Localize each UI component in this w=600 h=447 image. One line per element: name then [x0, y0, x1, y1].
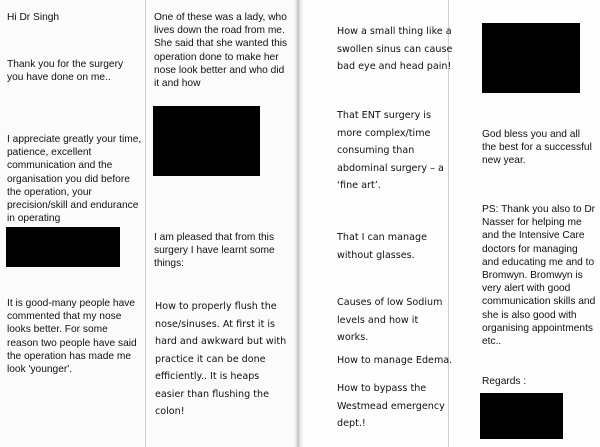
- redaction-block: [482, 23, 580, 93]
- redaction-block: [153, 106, 260, 176]
- sinus-paragraph: How a small thing like a swollen sinus can cause bad eye and head pain!: [337, 26, 453, 72]
- learnt-paragraph: I am pleased that from this surgery I have learnt some things:: [154, 232, 275, 270]
- blessing-paragraph: God bless you and all the best for a successful new year.: [482, 129, 592, 167]
- glasses-paragraph: That I can manage without glasses.: [337, 232, 427, 261]
- sodium-paragraph: Causes of low Sodium levels and how it works.: [337, 297, 443, 343]
- edema-paragraph: How to manage Edema.: [337, 355, 453, 366]
- flush-paragraph: How to properly flush the nose/sinuses. At first it is hard and awkward but with practice it can be done efficiently.. It is heaps easier than flushing the colon!: [155, 301, 287, 417]
- thanks-paragraph: Thank you for the surgery you have done on me..: [7, 59, 124, 84]
- greeting: Hi Dr Singh: [7, 12, 60, 23]
- story-paragraph: One of these was a lady, who lives down the road from me. She said that she wanted this operation done to make her nose look better and who did it and how: [154, 12, 288, 90]
- comment-paragraph: It is good-many people have commented that my nose looks better. For some reason two people have said the operation has made me look 'younger'.: [7, 298, 137, 376]
- redaction-block: [480, 393, 563, 439]
- redaction-block: [6, 227, 120, 267]
- regards-text: Regards :: [482, 376, 527, 387]
- appreciation-paragraph: I appreciate greatly your time, patience, excellent communication and the organisation you did before the operation, your precision/skill and endurance in operating: [7, 134, 142, 225]
- bypass-paragraph: How to bypass the Westmead emergency dept.!: [337, 383, 445, 429]
- page-fold: [292, 0, 304, 447]
- postscript-paragraph: PS: Thank you also to Dr Nasser for helping me and the Intensive Care doctors for managing and educating me and to Bromwyn. Bromwyn is very alert with good communication skills and she is also good with organising appointments etc..: [482, 204, 596, 348]
- ent-paragraph: That ENT surgery is more complex/time consuming than abdominal surgery – a ‘fine art’.: [337, 110, 444, 191]
- column-divider: [145, 0, 146, 447]
